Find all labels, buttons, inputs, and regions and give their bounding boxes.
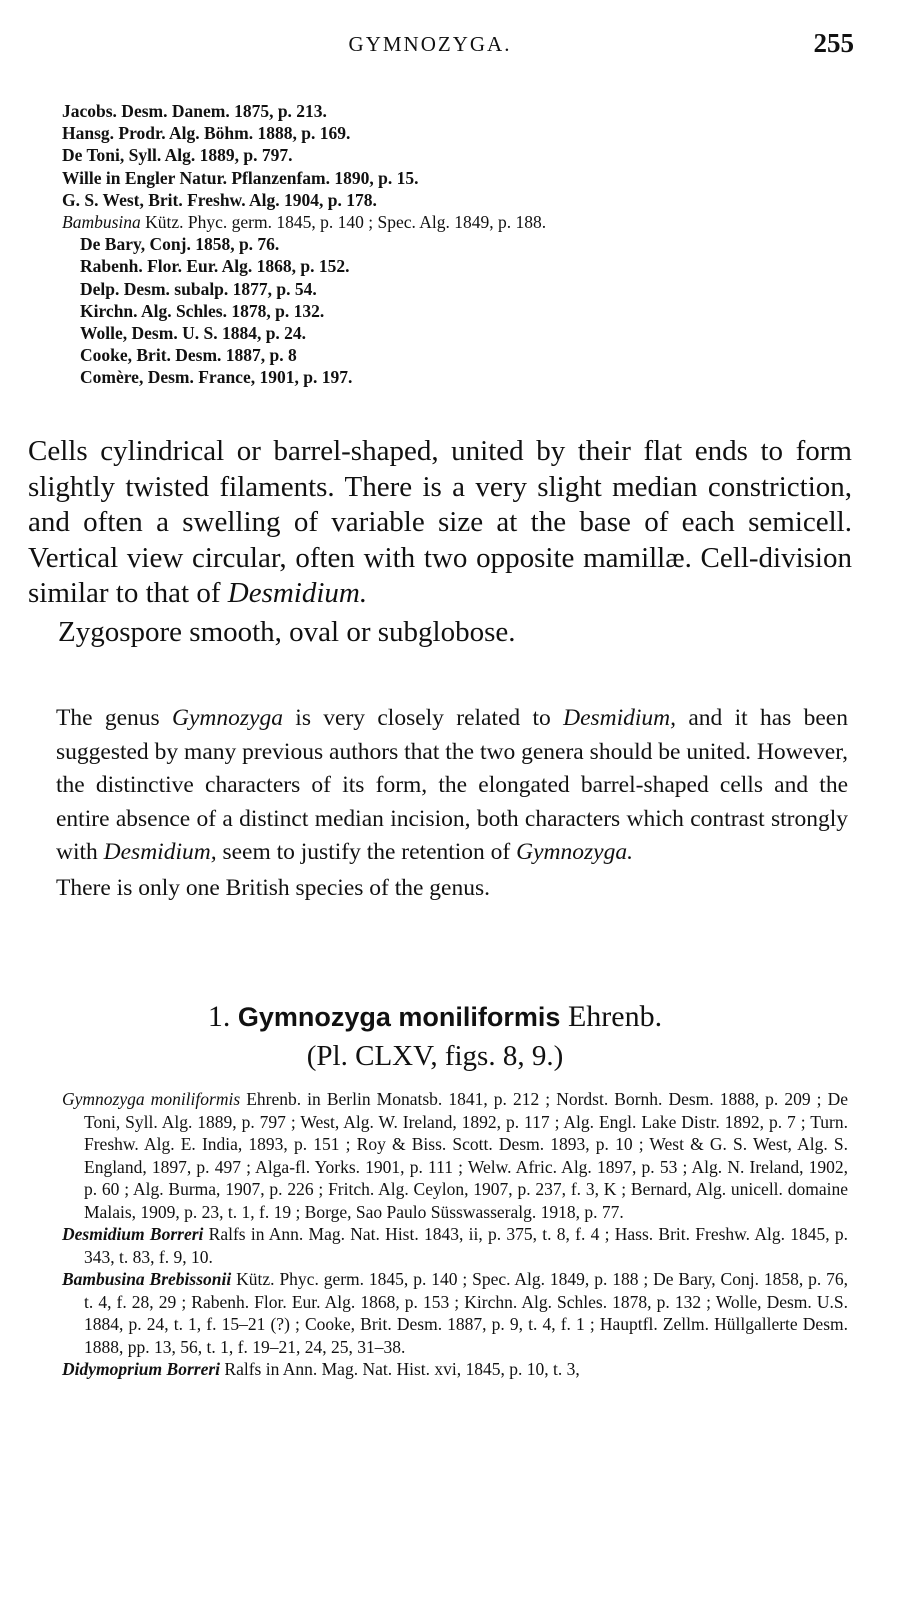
reference-line: Jacobs. Desm. Danem. 1875, p. 213. [62,101,327,121]
reference-line: De Toni, Syll. Alg. 1889, p. 797. [62,145,293,166]
reference-line-bambusina: Bambusina Kütz. Phyc. germ. 1845, p. 140 ; Spec. Alg. 1849, p. 188. [62,212,547,233]
reference-line: Hansg. Prodr. Alg. Böhm. 1888, p. 169. [62,123,351,144]
reference-line: Comère, Desm. France, 1901, p. 197. [80,367,353,388]
genus-description [28,434,852,651]
species-synonymy [62,1088,848,1381]
synonym-entry: Bambusina Brebissonii Kütz. Phyc. germ. 1845, p. 140 ; Spec. Alg. 1849, p. 188 ; De Bary, Conj. 1858, p. 76, t. 4, f. 28, 29 ; Rabenh. Flor. Eur. Alg. 1868, p. 153 ; Kirchn. Alg. Schles. 1878, p. 132 ; Wolle, Desm. U.S. 1884, p. 24, t. 1, f. 15–21 (?) ; Cooke, Brit. Desm. 1887, p. 9, t. 4, f. 1 ; Hauptfl. Zellm. Hüllgallerte Desm. 1888, pp. 13, 56, t. 1, f. 19–21, 24, 25, 31–38. [62,1269,848,1357]
reference-line: De Bary, Conj. 1858, p. 76. [80,234,280,255]
genus-discussion [56,702,848,905]
page-header [0,28,900,62]
species-heading [0,998,870,1036]
synonym-entry: Didymoprium Borreri Ralfs in Ann. Mag. Nat. Hist. xvi, 1845, p. 10, t. 3, [62,1359,580,1379]
reference-line: Kirchn. Alg. Schles. 1878, p. 132. [80,300,325,321]
genus-references [62,100,862,389]
reference-line: Rabenh. Flor. Eur. Alg. 1868, p. 152. [80,256,350,277]
description-paragraph: Cells cylindrical or barrel-shaped, united by their flat ends to form slightly twisted filaments. There is a very slight median constriction, and often a swelling of variable size at the base of each semicell. Vertical view circular, often with two opposite mamillæ. Cell-division similar to that of Desmidium. [28,435,852,610]
species-plate-reference: (Pl. CLXV, figs. 8, 9.) [306,1040,564,1072]
reference-line: Cooke, Brit. Desm. 1887, p. 8 [80,345,297,366]
page-number: 255 [813,28,854,58]
reference-line: G. S. West, Brit. Freshw. Alg. 1904, p. 178. [62,189,377,210]
species-author: Ehrenb. [567,1000,663,1033]
reference-line: Wille in Engler Natur. Pflanzenfam. 1890, p. 15. [62,167,419,188]
running-title: GYMNOZYGA. [348,32,512,56]
species-number: 1. [207,1000,231,1033]
synonym-entry: Gymnozyga moniliformis Ehrenb. in Berlin Monatsb. 1841, p. 212 ; Nordst. Bornh. Desm. 1888, p. 209 ; De Toni, Syll. Alg. 1889, p. 797 ; West, Alg. W. Ireland, 1892, p. 117 ; Alg. Engl. Lake Distr. 1892, p. 7 ; Turn. Freshw. Alg. E. India, 1893, p. 151 ; Roy & Biss. Scott. Desm. 1893, p. 10 ; West & G. S. West, Alg. S. England, 1897, p. 497 ; Alga-fl. Yorks. 1901, p. 111 ; Welw. Afric. Alg. 1897, p. 53 ; Alg. N. Ireland, 1902, p. 60 ; Alg. Burma, 1907, p. 226 ; Fritch. Alg. Ceylon, 1907, p. 237, f. 3, K ; Bernard, Alg. unicell. domaine Malais, 1909, p. 23, t. 1, f. 19 ; Borge, Sao Paulo Süsswasseralg. 1918, p. 77. [62,1089,848,1222]
synonym-entry: Desmidium Borreri Ralfs in Ann. Mag. Nat. Hist. 1843, ii, p. 375, t. 8, f. 4 ; Hass. Brit. Freshw. Alg. 1845, p. 343, t. 83, f. 9, 10. [62,1224,848,1267]
reference-line: Wolle, Desm. U. S. 1884, p. 24. [80,323,307,344]
species-count-note: There is only one British species of the genus. [56,874,491,901]
reference-line: Delp. Desm. subalp. 1877, p. 54. [80,278,317,299]
genus-synonym-name: Bambusina [62,212,141,233]
discussion-paragraph: The genus Gymnozyga is very closely related to Desmidium, and it has been suggested by many previous authors that the two genera should be united. However, the distinctive characters of its form, the elongated barrel-shaped cells and the entire absence of a distinct median incision, both characters which contrast strongly with Desmidium, seem to justify the retention of Gymnozyga. [56,705,848,865]
species-name: Gymnozyga moniliformis [237,1002,561,1032]
zygospore-paragraph: Zygospore smooth, oval or subglobose. [58,615,516,648]
